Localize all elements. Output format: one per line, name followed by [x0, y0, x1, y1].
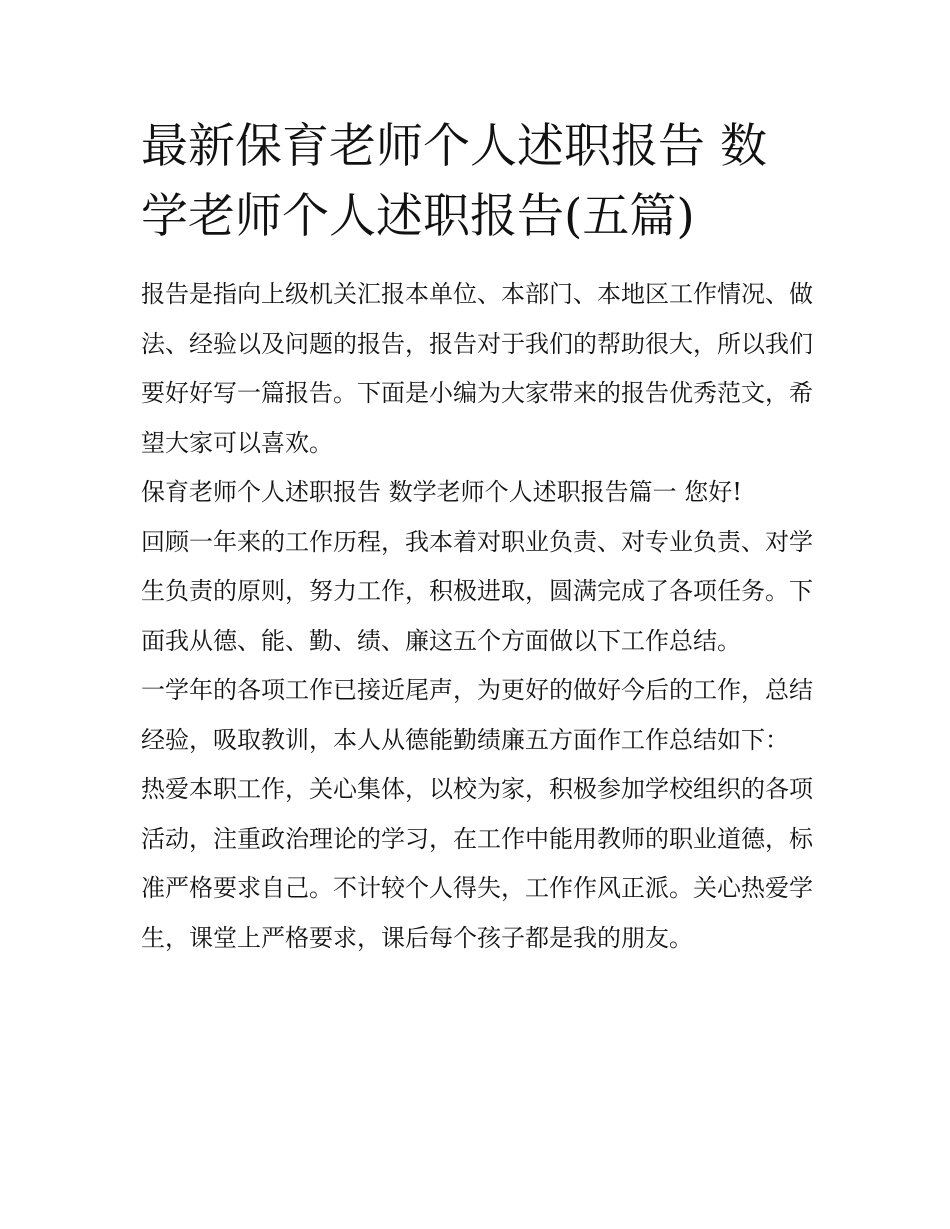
document-page [141, 112, 813, 963]
paragraph-summary: 一学年的各项工作已接近尾声，为更好的做好今后的工作，总结经验，吸取教训，本人从德能勤绩廉五方面作工作总结如下： [141, 676, 813, 754]
paragraph-work-attitude: 热爱本职工作，关心集体，以校为家，积极参加学校组织的各项活动，注重政治理论的学习，在工作中能用教师的职业道德，标准严格要求自己。不计较个人得失，工作作风正派。关心热爱学生，课堂上严格要求，课后每个孩子都是我的朋友。 [141, 775, 813, 952]
paragraph-intro: 报告是指向上级机关汇报本单位、本部门、本地区工作情况、做法、经验以及问题的报告，报告对于我们的帮助很大，所以我们要好好写一篇报告。下面是小编为大家带来的报告优秀范文，希望大家可以喜欢。 [141, 280, 813, 457]
paragraph-section-heading: 保育老师个人述职报告 数学老师个人述职报告篇一 您好! [141, 478, 742, 506]
document-title: 最新保育老师个人述职报告 数学老师个人述职报告(五篇) [141, 119, 767, 244]
paragraph-review: 回顾一年来的工作历程，我本着对职业负责、对专业负责、对学生负责的原则，努力工作，积极进取，圆满完成了各项任务。下面我从德、能、勤、绩、廉这五个方面做以下工作总结。 [141, 527, 813, 655]
